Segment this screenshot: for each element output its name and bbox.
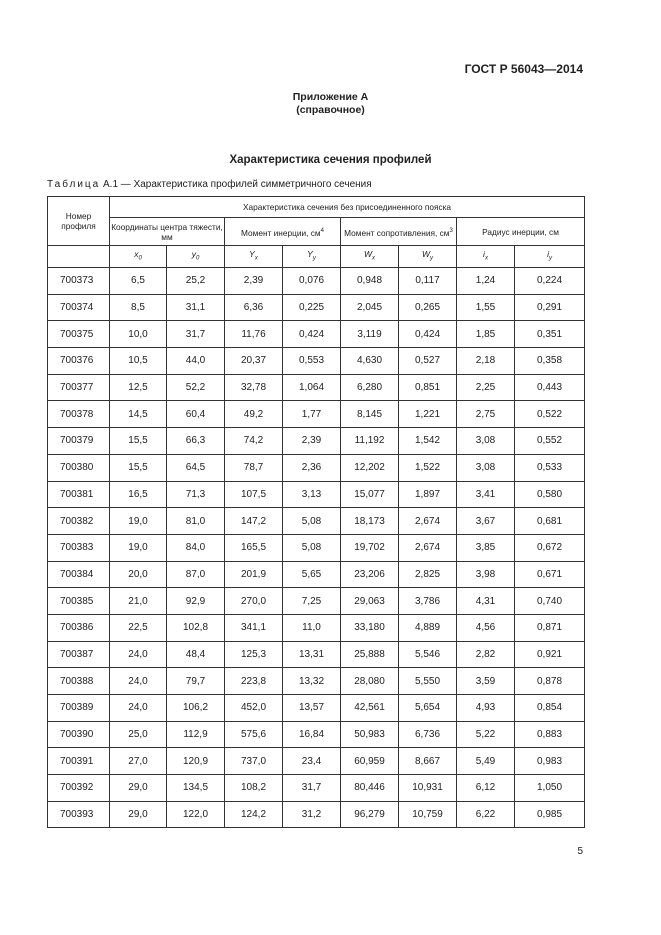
value-cell: 24,0 [110, 668, 167, 695]
value-cell: 5,550 [399, 668, 457, 695]
table-row [48, 721, 585, 748]
symbol-base: W [421, 249, 431, 260]
value-cell: 5,49 [457, 748, 515, 775]
value-cell: 74,2 [225, 428, 283, 455]
value-cell: 15,077 [341, 481, 399, 508]
value-cell: 3,85 [457, 534, 515, 561]
value-cell: 19,0 [110, 534, 167, 561]
table-row [48, 641, 585, 668]
value-cell: 3,41 [457, 481, 515, 508]
value-cell: 0,533 [515, 454, 585, 481]
value-cell: 7,25 [283, 588, 341, 615]
value-cell: 2,18 [457, 348, 515, 375]
value-cell: 10,931 [399, 775, 457, 802]
value-cell: 8,145 [341, 401, 399, 428]
value-cell: 1,77 [283, 401, 341, 428]
symbol-row [48, 246, 585, 268]
value-cell: 0,351 [515, 321, 585, 348]
value-cell: 0,424 [399, 321, 457, 348]
symbol-base: i [547, 249, 549, 260]
value-cell: 19,702 [341, 534, 399, 561]
table-row [48, 321, 585, 348]
table-row [48, 268, 585, 295]
table-row [48, 348, 585, 375]
profile-number-cell: 700381 [48, 481, 110, 508]
value-cell: 3,08 [457, 428, 515, 455]
value-cell: 1,85 [457, 321, 515, 348]
value-cell: 134,5 [167, 775, 225, 802]
value-cell: 25,0 [110, 721, 167, 748]
value-cell: 2,825 [399, 561, 457, 588]
value-cell: 19,0 [110, 508, 167, 535]
table-row [48, 534, 585, 561]
value-cell: 4,56 [457, 614, 515, 641]
value-cell: 0,871 [515, 614, 585, 641]
resistance-moment-sup: 3 [449, 227, 453, 234]
value-cell: 125,3 [225, 641, 283, 668]
value-cell: 4,889 [399, 614, 457, 641]
value-cell: 13,32 [283, 668, 341, 695]
value-cell: 6,22 [457, 801, 515, 828]
profile-number-cell: 700374 [48, 294, 110, 321]
value-cell: 0,851 [399, 374, 457, 401]
value-cell: 84,0 [167, 534, 225, 561]
value-cell: 1,050 [515, 775, 585, 802]
profile-number-cell: 700392 [48, 775, 110, 802]
value-cell: 31,2 [283, 801, 341, 828]
table-row [48, 668, 585, 695]
symbol-subscript: x [254, 255, 258, 262]
value-cell: 60,4 [167, 401, 225, 428]
value-cell: 201,9 [225, 561, 283, 588]
value-cell: 0,921 [515, 641, 585, 668]
symbol-header [225, 246, 283, 268]
gyration-radius-header: Радиус инерции, см [457, 218, 585, 246]
value-cell: 12,5 [110, 374, 167, 401]
symbol-base: Y [249, 249, 255, 260]
value-cell: 96,279 [341, 801, 399, 828]
value-cell: 1,24 [457, 268, 515, 295]
value-cell: 13,31 [283, 641, 341, 668]
value-cell: 1,064 [283, 374, 341, 401]
value-cell: 6,280 [341, 374, 399, 401]
value-cell: 87,0 [167, 561, 225, 588]
value-cell: 4,31 [457, 588, 515, 615]
value-cell: 18,173 [341, 508, 399, 535]
value-cell: 0,117 [399, 268, 457, 295]
table-row [48, 614, 585, 641]
value-cell: 80,446 [341, 775, 399, 802]
table-row [48, 695, 585, 722]
value-cell: 0,878 [515, 668, 585, 695]
table-caption-prefix: Таблица [47, 179, 101, 190]
value-cell: 49,2 [225, 401, 283, 428]
table-caption-text: А.1 — Характеристика профилей симметричного сечения [103, 179, 372, 190]
value-cell: 0,580 [515, 481, 585, 508]
value-cell: 23,206 [341, 561, 399, 588]
value-cell: 6,36 [225, 294, 283, 321]
value-cell: 452,0 [225, 695, 283, 722]
value-cell: 106,2 [167, 695, 225, 722]
profile-number-cell: 700389 [48, 695, 110, 722]
profile-number-cell: 700376 [48, 348, 110, 375]
profile-number-cell: 700386 [48, 614, 110, 641]
profile-number-cell: 700382 [48, 508, 110, 535]
symbol-base: Y [307, 249, 313, 260]
table-row [48, 775, 585, 802]
value-cell: 120,9 [167, 748, 225, 775]
symbol-header [341, 246, 399, 268]
value-cell: 4,630 [341, 348, 399, 375]
symbol-subscript: x [372, 255, 376, 262]
value-cell: 3,786 [399, 588, 457, 615]
value-cell: 2,39 [283, 428, 341, 455]
value-cell: 270,0 [225, 588, 283, 615]
profile-number-cell: 700393 [48, 801, 110, 828]
value-cell: 24,0 [110, 695, 167, 722]
value-cell: 2,36 [283, 454, 341, 481]
value-cell: 15,5 [110, 428, 167, 455]
value-cell: 0,527 [399, 348, 457, 375]
value-cell: 102,8 [167, 614, 225, 641]
value-cell: 42,561 [341, 695, 399, 722]
value-cell: 11,76 [225, 321, 283, 348]
value-cell: 11,0 [283, 614, 341, 641]
value-cell: 0,424 [283, 321, 341, 348]
value-cell: 2,82 [457, 641, 515, 668]
profile-number-cell: 700384 [48, 561, 110, 588]
value-cell: 0,883 [515, 721, 585, 748]
symbol-spacer-cell [48, 246, 110, 268]
symbol-header [167, 246, 225, 268]
symbol-subscript: y [430, 255, 434, 262]
value-cell: 8,5 [110, 294, 167, 321]
symbol-header [515, 246, 585, 268]
value-cell: 6,5 [110, 268, 167, 295]
value-cell: 3,67 [457, 508, 515, 535]
value-cell: 2,39 [225, 268, 283, 295]
value-cell: 0,948 [341, 268, 399, 295]
table-row [48, 428, 585, 455]
resistance-moment-label: Момент сопротивления, см [344, 227, 450, 238]
value-cell: 124,2 [225, 801, 283, 828]
standard-number: ГОСТ Р 56043—2014 [464, 62, 583, 76]
value-cell: 5,08 [283, 508, 341, 535]
value-cell: 5,654 [399, 695, 457, 722]
value-cell: 4,93 [457, 695, 515, 722]
symbol-base: x [134, 249, 139, 260]
value-cell: 2,674 [399, 508, 457, 535]
value-cell: 122,0 [167, 801, 225, 828]
inertia-moment-header [225, 218, 341, 246]
value-cell: 10,5 [110, 348, 167, 375]
symbol-subscript: x [484, 255, 488, 262]
profile-number-cell: 700388 [48, 668, 110, 695]
symbol-base: i [483, 249, 485, 260]
profile-number-cell: 700383 [48, 534, 110, 561]
page-number: 5 [577, 846, 583, 857]
inertia-moment-sup: 4 [320, 227, 324, 234]
value-cell: 0,672 [515, 534, 585, 561]
resistance-moment-header [341, 218, 457, 246]
value-cell: 10,0 [110, 321, 167, 348]
value-cell: 0,854 [515, 695, 585, 722]
value-cell: 3,59 [457, 668, 515, 695]
table-row [48, 588, 585, 615]
value-cell: 25,2 [167, 268, 225, 295]
value-cell: 50,983 [341, 721, 399, 748]
table-row [48, 481, 585, 508]
profile-number-cell: 700377 [48, 374, 110, 401]
value-cell: 0,681 [515, 508, 585, 535]
profile-number-cell: 700380 [48, 454, 110, 481]
value-cell: 108,2 [225, 775, 283, 802]
value-cell: 31,7 [167, 321, 225, 348]
value-cell: 0,225 [283, 294, 341, 321]
appendix-label: Приложение А [292, 91, 369, 103]
value-cell: 575,6 [225, 721, 283, 748]
value-cell: 29,0 [110, 775, 167, 802]
value-cell: 78,7 [225, 454, 283, 481]
value-cell: 3,119 [341, 321, 399, 348]
appendix-title [0, 91, 661, 117]
value-cell: 0,671 [515, 561, 585, 588]
inertia-moment-label: Момент инерции, см [241, 227, 321, 238]
value-cell: 5,22 [457, 721, 515, 748]
value-cell: 3,08 [457, 454, 515, 481]
value-cell: 21,0 [110, 588, 167, 615]
value-cell: 0,553 [283, 348, 341, 375]
value-cell: 31,7 [283, 775, 341, 802]
profile-number-cell: 700373 [48, 268, 110, 295]
value-cell: 20,0 [110, 561, 167, 588]
value-cell: 29,0 [110, 801, 167, 828]
profile-number-cell: 700391 [48, 748, 110, 775]
value-cell: 107,5 [225, 481, 283, 508]
value-cell: 12,202 [341, 454, 399, 481]
value-cell: 737,0 [225, 748, 283, 775]
symbol-header [283, 246, 341, 268]
value-cell: 5,65 [283, 561, 341, 588]
value-cell: 1,221 [399, 401, 457, 428]
value-cell: 15,5 [110, 454, 167, 481]
value-cell: 32,78 [225, 374, 283, 401]
profile-number-cell: 700379 [48, 428, 110, 455]
value-cell: 11,192 [341, 428, 399, 455]
value-cell: 2,045 [341, 294, 399, 321]
value-cell: 6,736 [399, 721, 457, 748]
value-cell: 23,4 [283, 748, 341, 775]
value-cell: 0,076 [283, 268, 341, 295]
value-cell: 48,4 [167, 641, 225, 668]
value-cell: 29,063 [341, 588, 399, 615]
value-cell: 81,0 [167, 508, 225, 535]
value-cell: 0,224 [515, 268, 585, 295]
value-cell: 16,5 [110, 481, 167, 508]
value-cell: 22,5 [110, 614, 167, 641]
value-cell: 223,8 [225, 668, 283, 695]
table-body [48, 268, 585, 828]
value-cell: 44,0 [167, 348, 225, 375]
value-cell: 8,667 [399, 748, 457, 775]
table-row [48, 748, 585, 775]
section-heading: Характеристика сечения профилей [229, 154, 432, 166]
symbol-base: y [191, 249, 196, 260]
value-cell: 27,0 [110, 748, 167, 775]
value-cell: 0,291 [515, 294, 585, 321]
symbol-header [399, 246, 457, 268]
value-cell: 1,897 [399, 481, 457, 508]
value-cell: 64,5 [167, 454, 225, 481]
value-cell: 60,959 [341, 748, 399, 775]
value-cell: 1,542 [399, 428, 457, 455]
value-cell: 0,740 [515, 588, 585, 615]
value-cell: 24,0 [110, 641, 167, 668]
value-cell: 6,12 [457, 775, 515, 802]
value-cell: 25,888 [341, 641, 399, 668]
value-cell: 14,5 [110, 401, 167, 428]
value-cell: 341,1 [225, 614, 283, 641]
value-cell: 92,9 [167, 588, 225, 615]
profile-number-cell: 700378 [48, 401, 110, 428]
value-cell: 79,7 [167, 668, 225, 695]
value-cell: 0,552 [515, 428, 585, 455]
value-cell: 20,37 [225, 348, 283, 375]
table-caption [47, 179, 372, 190]
value-cell: 112,9 [167, 721, 225, 748]
symbol-header [110, 246, 167, 268]
value-cell: 1,522 [399, 454, 457, 481]
symbol-subscript: y [548, 255, 552, 262]
value-cell: 66,3 [167, 428, 225, 455]
profile-number-header: Номер профиля [48, 197, 110, 246]
value-cell: 0,443 [515, 374, 585, 401]
value-cell: 3,13 [283, 481, 341, 508]
value-cell: 165,5 [225, 534, 283, 561]
table-row [48, 294, 585, 321]
value-cell: 71,3 [167, 481, 225, 508]
profile-number-cell: 700390 [48, 721, 110, 748]
value-cell: 2,674 [399, 534, 457, 561]
value-cell: 28,080 [341, 668, 399, 695]
appendix-type: (справочное) [296, 104, 365, 116]
table-row [48, 801, 585, 828]
symbol-subscript: y [312, 255, 316, 262]
profile-number-cell: 700387 [48, 641, 110, 668]
symbol-subscript: 0 [138, 255, 142, 262]
value-cell: 1,55 [457, 294, 515, 321]
symbol-subscript: 0 [195, 255, 200, 262]
profiles-table [47, 196, 585, 828]
value-cell: 13,57 [283, 695, 341, 722]
value-cell: 0,983 [515, 748, 585, 775]
value-cell: 0,358 [515, 348, 585, 375]
value-cell: 52,2 [167, 374, 225, 401]
value-cell: 3,98 [457, 561, 515, 588]
value-cell: 16,84 [283, 721, 341, 748]
table-row [48, 508, 585, 535]
value-cell: 10,759 [399, 801, 457, 828]
value-cell: 31,1 [167, 294, 225, 321]
value-cell: 33,180 [341, 614, 399, 641]
value-cell: 147,2 [225, 508, 283, 535]
value-cell: 5,08 [283, 534, 341, 561]
value-cell: 0,985 [515, 801, 585, 828]
table-row [48, 454, 585, 481]
symbol-header [457, 246, 515, 268]
value-cell: 0,522 [515, 401, 585, 428]
value-cell: 5,546 [399, 641, 457, 668]
center-coords-header: Координаты центра тяжести, мм [110, 218, 225, 246]
table-row [48, 561, 585, 588]
table-row [48, 374, 585, 401]
symbol-base: W [363, 249, 373, 260]
profile-number-cell: 700385 [48, 588, 110, 615]
table-row [48, 401, 585, 428]
value-cell: 2,75 [457, 401, 515, 428]
section-characteristics-header: Характеристика сечения без присоединенного пояска [110, 197, 585, 218]
profile-number-cell: 700375 [48, 321, 110, 348]
value-cell: 2,25 [457, 374, 515, 401]
value-cell: 0,265 [399, 294, 457, 321]
